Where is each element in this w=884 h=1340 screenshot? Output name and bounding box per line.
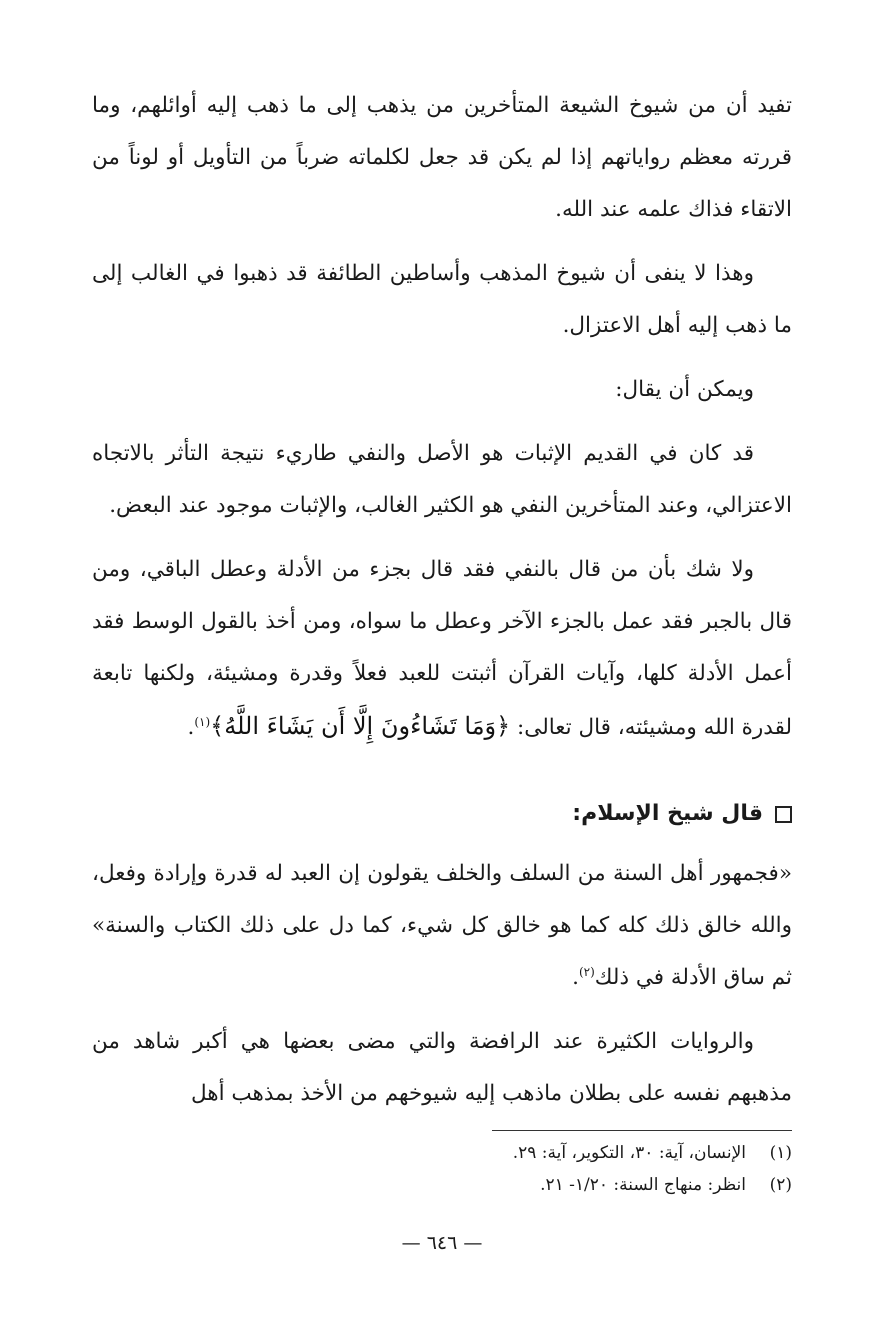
paragraph-5-text: ولا شك بأن من قال بالنفي فقد قال بجزء من الأدلة وعطل الباقي، ومن قال بالجبر فقد عمل بالجزء الآخر وعطل ما سواه، ومن أخذ بالقول الوسط فقد أعمل الأدلة كلها، وآيات القرآن أثبتت للعبد فعلاً وقدرة ومشيئة، ولكنها تابعة لقدرة الله ومشيئته، قال تعالى:	[92, 557, 792, 740]
paragraph-2-text: وهذا لا ينفى أن شيوخ المذهب وأساطين الطائفة قد ذهبوا في الغالب إلى ما ذهب إليه أهل الاعتزال.	[92, 261, 792, 338]
footnote-1-text: الإنسان، آية: ٣٠، التكوير، آية: ٢٩.	[512, 1143, 746, 1163]
quote-end: .	[572, 965, 579, 990]
footnote-ref-2[interactable]: (٢)	[578, 964, 595, 979]
page-body	[92, 80, 792, 1132]
footnote-divider	[492, 1130, 792, 1131]
square-bullet-icon	[775, 806, 792, 823]
paragraph-last-text: والروايات الكثيرة عند الرافضة والتي مضى بعضها هي أكبر شاهد من مذهبهم نفسه على بطلان ماذهب إليه شيوخهم من الأخذ بمذهب أهل	[92, 1029, 792, 1106]
quote-text: «فجمهور أهل السنة من السلف والخلف يقولون إن العبد له قدرة وإرادة وفعل، والله خالق ذلك كله كما هو خالق كل شيء، كما دل على ذلك الكتاب والسنة» ثم ساق الأدلة في ذلك	[92, 861, 792, 990]
paragraph-3-text: ويمكن أن يقال:	[615, 377, 754, 402]
section-heading-text: قال شيخ الإسلام:	[572, 801, 763, 826]
paragraph-1-text: تفيد أن من شيوخ الشيعة المتأخرين من يذهب إلى ما ذهب إليه أوائلهم، وما قررته معظم رواياتهم إذا لم يكن قد جعل لكلماته ضرباً من التأويل أو لوناً من الاتقاء فذاك علمه عند الله.	[92, 93, 792, 222]
footnote-1-number: (١)	[769, 1143, 792, 1163]
quran-verse: ﴿وَمَا تَشَاءُونَ إِلَّا أَن يَشَاءَ اللَّهُ﴾	[210, 712, 511, 740]
paragraph-5-end: .	[187, 715, 195, 740]
paragraph-2	[92, 248, 792, 352]
paragraph-1	[92, 80, 792, 236]
footnotes	[92, 1130, 792, 1201]
footnote-2-number: (٢)	[769, 1175, 792, 1195]
paragraph-3	[92, 364, 792, 416]
page-number: — ٦٤٦ —	[401, 1232, 483, 1254]
section-heading	[92, 788, 792, 840]
footnote-ref-1[interactable]: (١)	[194, 714, 211, 729]
paragraph-last	[92, 1016, 792, 1120]
quote-paragraph	[92, 848, 792, 1004]
footnote-1	[92, 1137, 792, 1169]
paragraph-4	[92, 428, 792, 532]
paragraph-4-text: قد كان في القديم الإثبات هو الأصل والنفي طاريء نتيجة التأثر بالاتجاه الاعتزالي، وعند المتأخرين النفي هو الكثير الغالب، والإثبات موجود عند البعض.	[92, 441, 792, 518]
paragraph-5	[92, 544, 792, 754]
footnote-2-text: انظر: منهاج السنة: ١/٢٠- ٢١.	[540, 1175, 746, 1195]
footnote-2	[92, 1169, 792, 1201]
